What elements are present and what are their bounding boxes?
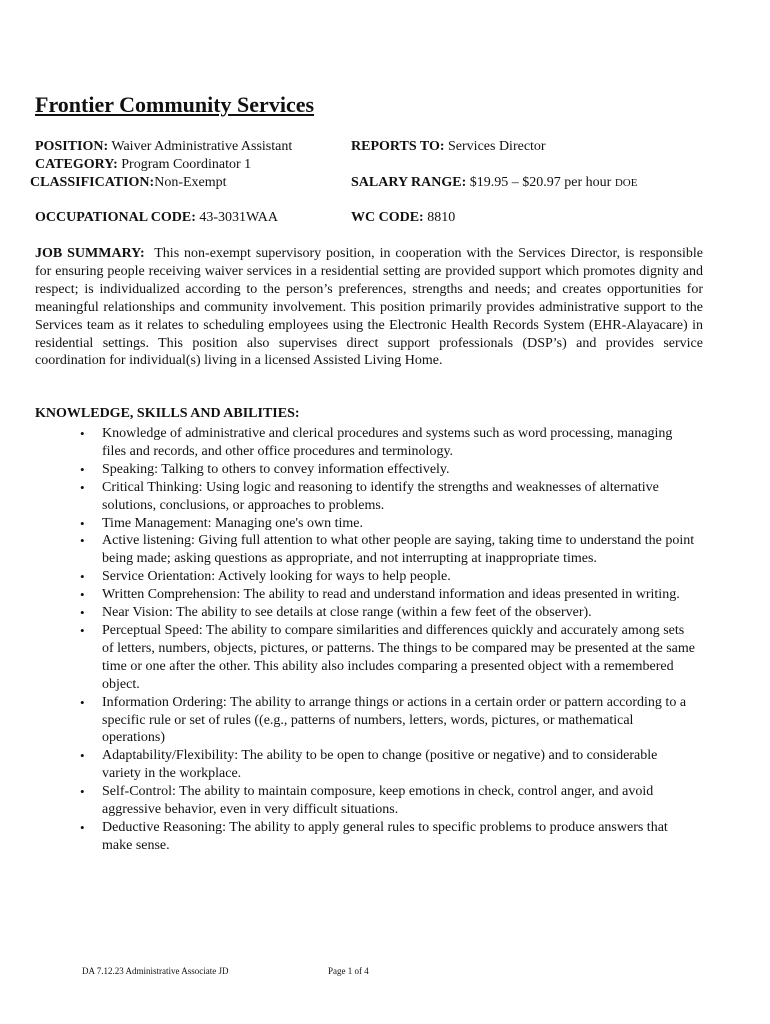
list-item bbox=[72, 479, 696, 515]
list-item bbox=[72, 694, 696, 748]
job-summary bbox=[35, 245, 703, 370]
list-item bbox=[72, 783, 696, 819]
category-field bbox=[35, 157, 251, 173]
occupational-code-label: OCCUPATIONAL CODE: bbox=[35, 210, 196, 225]
wc-code-field bbox=[351, 210, 455, 226]
list-item bbox=[72, 586, 696, 604]
list-item bbox=[72, 461, 696, 479]
list-item-text: Critical Thinking: Using logic and reasoning to identify the strengths and weaknesses of alternative solutions, conclusions, or approaches to problems. bbox=[102, 479, 659, 513]
list-item-text: Written Comprehension: The ability to read and understand information and ideas presented in writing. bbox=[102, 587, 680, 603]
list-item bbox=[72, 515, 696, 533]
reports-to-field bbox=[351, 139, 546, 155]
ksa-heading: KNOWLEDGE, SKILLS AND ABILITIES: bbox=[35, 406, 300, 421]
bullet-icon: • bbox=[80, 694, 85, 710]
bullet-icon: • bbox=[80, 515, 85, 531]
list-item-text: Near Vision: The ability to see details at close range (within a few feet of the observer). bbox=[102, 605, 592, 621]
list-item-text: Deductive Reasoning: The ability to apply general rules to specific problems to produce answers that make sense. bbox=[102, 819, 668, 853]
list-item bbox=[72, 747, 696, 783]
category-label: CATEGORY: bbox=[35, 157, 118, 172]
classification-field bbox=[30, 175, 227, 191]
occupational-code-value: 43-3031WAA bbox=[199, 210, 278, 225]
bullet-icon: • bbox=[80, 605, 85, 621]
ksa-list bbox=[72, 425, 696, 855]
list-item-text: Active listening: Giving full attention to what other people are saying, taking time to understand the point being made; asking questions as appropriate, and not interrupting at inappropriate times. bbox=[102, 533, 695, 567]
position-label: POSITION: bbox=[35, 139, 109, 154]
list-item-text: Adaptability/Flexibility: The ability to be open to change (positive or negative) and to considerable variety in the workplace. bbox=[102, 748, 658, 782]
list-item bbox=[72, 604, 696, 622]
wc-code-value: 8810 bbox=[427, 210, 456, 225]
list-item-text: Knowledge of administrative and clerical procedures and systems such as word processing, managing files and records, and other office procedures and terminology. bbox=[102, 426, 673, 459]
bullet-icon: • bbox=[80, 587, 85, 603]
position-field bbox=[35, 139, 292, 155]
bullet-icon: • bbox=[80, 461, 85, 477]
list-item-text: Perceptual Speed: The ability to compare similarities and differences quickly and accurately among sets of letters, numbers, objects, pictures, or patterns. The things to be compared may be presented at the same time or one after the other. This ability also includes comparing a presented object with a remembered object. bbox=[102, 622, 696, 692]
wc-code-label: WC CODE: bbox=[351, 210, 424, 225]
bullet-icon: • bbox=[80, 748, 85, 764]
list-item-text: Service Orientation: Actively looking for ways to help people. bbox=[102, 569, 451, 585]
list-item bbox=[72, 532, 696, 568]
classification-value: Non-Exempt bbox=[154, 175, 227, 190]
list-item-text: Self-Control: The ability to maintain composure, keep emotions in check, control anger, and avoid aggressive behavior, even in very difficult situations. bbox=[102, 784, 654, 818]
bullet-icon: • bbox=[80, 479, 85, 495]
list-item bbox=[72, 819, 696, 855]
bullet-icon: • bbox=[80, 622, 85, 638]
occupational-code-field bbox=[35, 210, 278, 226]
bullet-icon: • bbox=[80, 569, 85, 585]
salary-range-value: $19.95 – $20.97 per hour bbox=[469, 175, 612, 190]
list-item bbox=[72, 568, 696, 586]
list-item-text: Speaking: Talking to others to convey information effectively. bbox=[102, 461, 450, 477]
list-item bbox=[72, 425, 696, 461]
page-title: Frontier Community Services bbox=[35, 92, 315, 117]
bullet-icon: • bbox=[80, 533, 85, 549]
list-item-text: Information Ordering: The ability to arrange things or actions in a certain order or pattern according to a specific rule or set of rules ((e.g., patterns of numbers, letters, words, pictures, or mathematical operations) bbox=[102, 694, 687, 746]
salary-range-field bbox=[351, 175, 637, 191]
bullet-icon: • bbox=[80, 784, 85, 800]
category-value: Program Coordinator 1 bbox=[121, 157, 252, 172]
salary-range-suffix: DOE bbox=[614, 177, 638, 189]
position-value: Waiver Administrative Assistant bbox=[111, 139, 293, 154]
reports-to-value: Services Director bbox=[448, 139, 546, 154]
job-summary-text: This non-exempt supervisory position, in cooperation with the Services Director, is responsible for ensuring people receiving waiver services in a residential setting are provided support which promotes dignity and respect; is individualized according to the person’s preferences, strengths and needs; and creates opportunities for meaningful relationships and community involvement. This position primarily provides administrative support to the Services team as it relates to scheduling employees using the Electronic Health Records System (EHR-Alayacare) in residential settings. This position also supervises direct support professionals (DSP’s) and provides service coordination for individual(s) living in a licensed Assisted Living Home. bbox=[35, 246, 703, 369]
job-summary-label: JOB SUMMARY: bbox=[35, 246, 145, 261]
reports-to-label: REPORTS TO: bbox=[351, 139, 445, 154]
footer-doc-id: DA 7.12.23 Administrative Associate JD bbox=[82, 966, 229, 976]
list-item-text: Time Management: Managing one's own time. bbox=[102, 515, 363, 531]
salary-range-label: SALARY RANGE: bbox=[351, 175, 467, 190]
list-item bbox=[72, 622, 696, 694]
footer-page-number: Page 1 of 4 bbox=[328, 966, 369, 976]
bullet-icon: • bbox=[80, 819, 85, 835]
classification-label: CLASSIFICATION: bbox=[30, 175, 155, 190]
bullet-icon: • bbox=[80, 426, 85, 441]
